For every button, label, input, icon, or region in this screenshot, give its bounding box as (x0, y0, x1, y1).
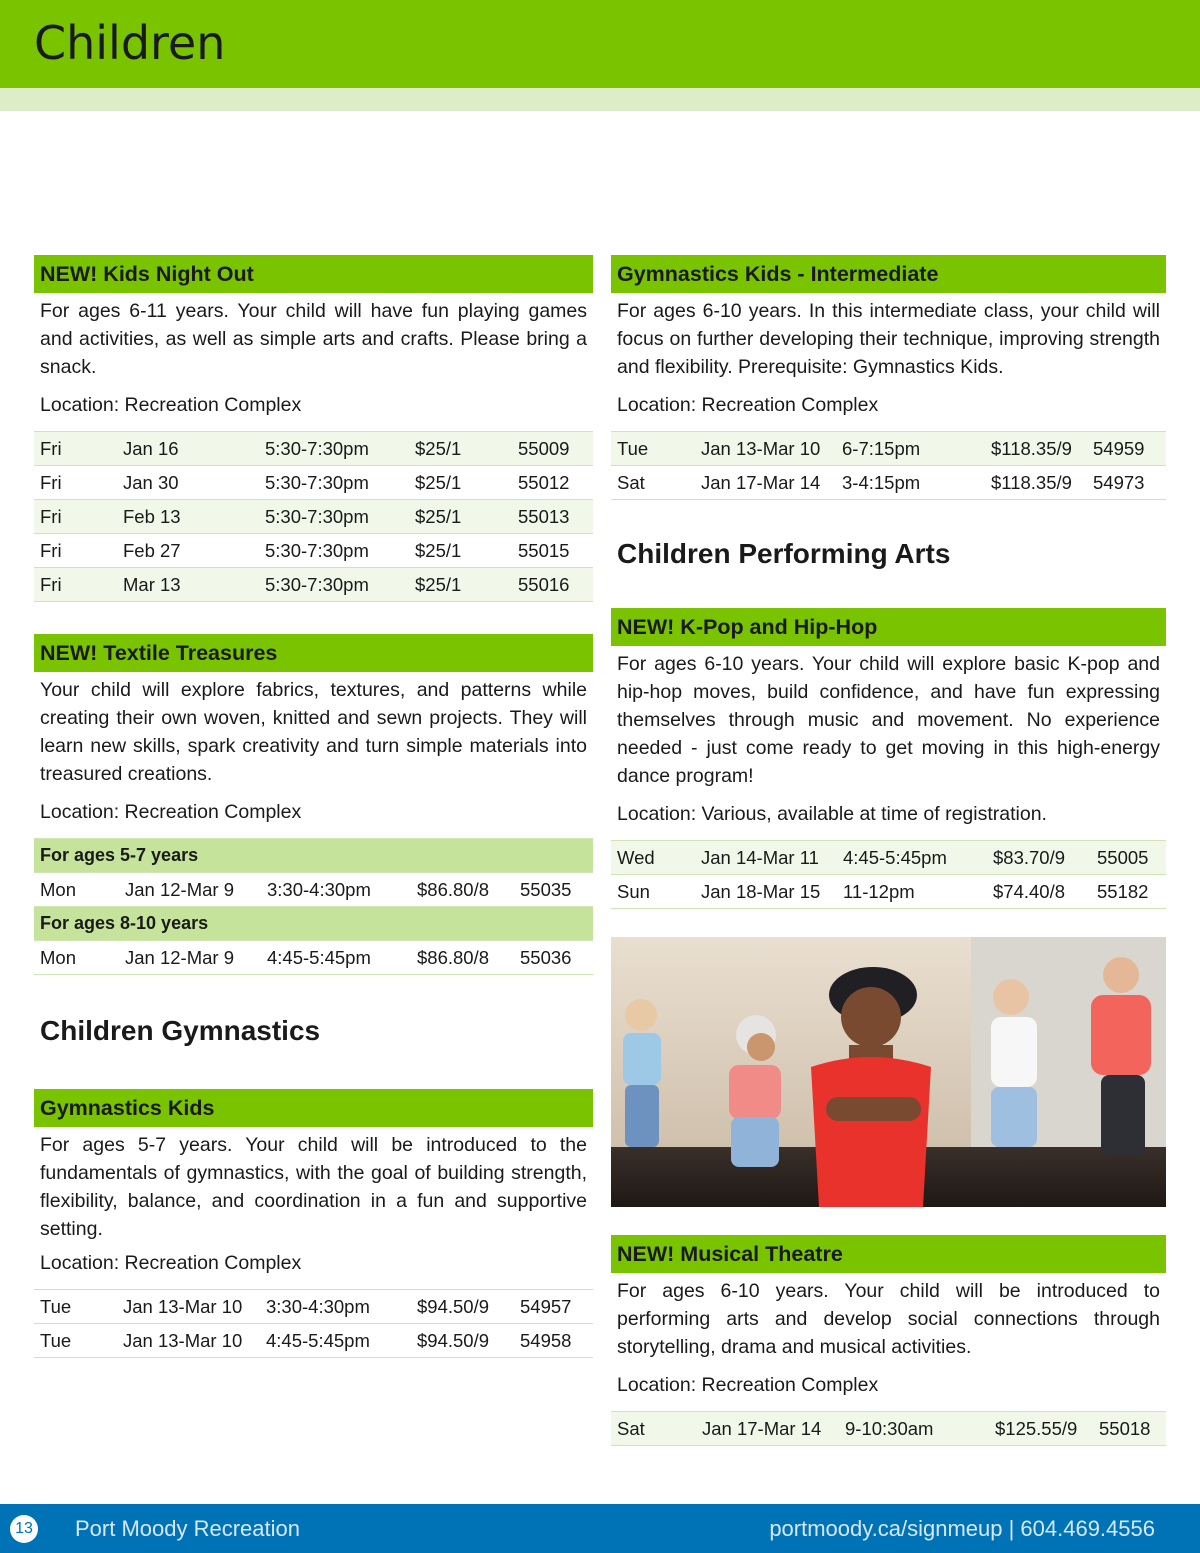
schedule-table (34, 431, 593, 602)
barcode-cell[interactable]: 54973 (1087, 466, 1166, 500)
program-title: NEW! Musical Theatre (611, 1235, 1166, 1273)
day-cell: Fri (34, 432, 117, 466)
fee-cell: $25/1 (409, 500, 512, 534)
date-cell: Jan 13-Mar 10 (117, 1290, 260, 1324)
date-cell: Jan 12-Mar 9 (119, 873, 261, 907)
fee-cell: $25/1 (409, 466, 512, 500)
day-cell: Tue (34, 1324, 117, 1358)
section-title-performing-arts: Children Performing Arts (617, 538, 951, 569)
time-cell: 5:30-7:30pm (259, 466, 409, 500)
day-cell: Sun (611, 875, 695, 909)
time-cell: 4:45-5:45pm (261, 941, 411, 975)
fee-cell: $94.50/9 (411, 1324, 514, 1358)
time-cell: 4:45-5:45pm (260, 1324, 411, 1358)
table-row (34, 1324, 593, 1358)
program-location: Location: Recreation Complex (40, 801, 302, 823)
fee-cell: $94.50/9 (411, 1290, 514, 1324)
barcode-cell[interactable]: 55035 (514, 873, 593, 907)
barcode-cell[interactable]: 55016 (512, 568, 593, 602)
day-cell: Fri (34, 568, 117, 602)
program-description: For ages 6-10 years. Your child will be introduced to performing arts and develop social connections through storytelling, drama and musical activities. (617, 1280, 1160, 1358)
day-cell: Fri (34, 500, 117, 534)
program-title: NEW! K-Pop and Hip-Hop (611, 608, 1166, 646)
program-description: For ages 6-10 years. Your child will explore basic K-pop and hip-hop moves, build confidence, and have fun expressing themselves through music and movement. No experience needed - just come ready to get moving in this high-energy dance program! (617, 653, 1160, 787)
schedule-table (611, 431, 1166, 500)
program-description: Your child will explore fabrics, textures, and patterns while creating their own woven, knitted and sewn projects. They will learn new skills, spark creativity and turn simple materials into treasured creations. (40, 679, 587, 785)
date-cell: Jan 14-Mar 11 (695, 841, 837, 875)
time-cell: 6-7:15pm (836, 432, 985, 466)
page-number: 13 (10, 1515, 38, 1543)
section-title-gymnastics: Children Gymnastics (40, 1015, 321, 1046)
table-row (611, 432, 1166, 466)
program-description: For ages 5-7 years. Your child will be introduced to the fundamentals of gymnastics, with the goal of building strength, flexibility, balance, and coordination in a fun and supportive setting. (40, 1134, 587, 1240)
dance-photo-illustration (611, 937, 1166, 1207)
barcode-cell[interactable]: 55018 (1093, 1412, 1166, 1446)
footer-organization: Port Moody Recreation (75, 1516, 300, 1541)
barcode-cell[interactable]: 55013 (512, 500, 593, 534)
day-cell: Sat (611, 466, 695, 500)
time-cell: 5:30-7:30pm (259, 500, 409, 534)
day-cell: Fri (34, 534, 117, 568)
fee-cell: $25/1 (409, 568, 512, 602)
fee-cell: $118.35/9 (985, 432, 1087, 466)
date-cell: Feb 13 (117, 500, 259, 534)
dance-photo (611, 937, 1166, 1207)
table-row (34, 466, 593, 500)
day-cell: Sat (611, 1412, 696, 1446)
program-location: Location: Recreation Complex (617, 394, 879, 416)
program-musical-theatre (611, 1235, 1166, 1446)
date-cell: Jan 17-Mar 14 (696, 1412, 839, 1446)
program-location: Location: Recreation Complex (617, 1374, 879, 1396)
day-cell: Mon (34, 941, 119, 975)
schedule-table (611, 840, 1166, 909)
table-row (611, 875, 1166, 909)
age-group-label: For ages 8-10 years (34, 907, 593, 941)
date-cell: Jan 17-Mar 14 (695, 466, 836, 500)
date-cell: Jan 12-Mar 9 (119, 941, 261, 975)
schedule-table (34, 838, 593, 975)
day-cell: Mon (34, 873, 119, 907)
time-cell: 3:30-4:30pm (261, 873, 411, 907)
fee-cell: $25/1 (409, 534, 512, 568)
day-cell: Fri (34, 466, 117, 500)
program-textile-treasures (34, 634, 593, 975)
table-row (34, 941, 593, 975)
date-cell: Jan 30 (117, 466, 259, 500)
table-row (34, 568, 593, 602)
barcode-cell[interactable]: 54957 (514, 1290, 593, 1324)
age-group-row (34, 839, 593, 873)
time-cell: 5:30-7:30pm (259, 432, 409, 466)
barcode-cell[interactable]: 55012 (512, 466, 593, 500)
day-cell: Tue (611, 432, 695, 466)
day-cell: Tue (34, 1290, 117, 1324)
date-cell: Jan 16 (117, 432, 259, 466)
program-description: For ages 6-10 years. In this intermediate class, your child will focus on further developing their technique, improving strength and flexibility. Prerequisite: Gymnastics Kids. (617, 300, 1160, 378)
page-title: Children (34, 16, 226, 70)
schedule-table (34, 1289, 593, 1358)
fee-cell: $83.70/9 (987, 841, 1091, 875)
table-row (611, 841, 1166, 875)
page-footer (0, 1504, 1200, 1553)
barcode-cell[interactable]: 55009 (512, 432, 593, 466)
fee-cell: $74.40/8 (987, 875, 1091, 909)
time-cell: 4:45-5:45pm (837, 841, 987, 875)
program-kpop-hiphop (611, 608, 1166, 909)
program-title: Gymnastics Kids - Intermediate (611, 255, 1166, 293)
date-cell: Mar 13 (117, 568, 259, 602)
date-cell: Feb 27 (117, 534, 259, 568)
barcode-cell[interactable]: 55005 (1091, 841, 1166, 875)
program-title: Gymnastics Kids (34, 1089, 593, 1127)
table-row (34, 873, 593, 907)
age-group-row (34, 907, 593, 941)
age-group-label: For ages 5-7 years (34, 839, 593, 873)
right-column (611, 255, 1166, 1446)
program-location: Location: Recreation Complex (40, 1252, 302, 1274)
program-location: Location: Various, available at time of registration. (617, 803, 1047, 825)
program-location: Location: Recreation Complex (40, 394, 302, 416)
table-row (34, 534, 593, 568)
footer-contact-link[interactable]: portmoody.ca/signmeup | 604.469.4556 (769, 1516, 1155, 1541)
fee-cell: $118.35/9 (985, 466, 1087, 500)
time-cell: 3-4:15pm (836, 466, 985, 500)
barcode-cell[interactable]: 55036 (514, 941, 593, 975)
table-row (611, 1412, 1166, 1446)
day-cell: Wed (611, 841, 695, 875)
program-gymnastics-intermediate (611, 255, 1166, 500)
time-cell: 5:30-7:30pm (259, 534, 409, 568)
page-header (0, 0, 1200, 88)
barcode-cell[interactable]: 55015 (512, 534, 593, 568)
fee-cell: $125.55/9 (989, 1412, 1093, 1446)
program-title: NEW! Kids Night Out (34, 255, 593, 293)
table-row (34, 1290, 593, 1324)
time-cell: 11-12pm (837, 875, 987, 909)
table-row (34, 432, 593, 466)
program-kids-night-out (34, 255, 593, 602)
date-cell: Jan 18-Mar 15 (695, 875, 837, 909)
date-cell: Jan 13-Mar 10 (695, 432, 836, 466)
schedule-table (611, 1411, 1166, 1446)
time-cell: 5:30-7:30pm (259, 568, 409, 602)
time-cell: 9-10:30am (839, 1412, 989, 1446)
program-title: NEW! Textile Treasures (34, 634, 593, 672)
left-column (34, 255, 593, 1358)
barcode-cell[interactable]: 54958 (514, 1324, 593, 1358)
fee-cell: $86.80/8 (411, 873, 514, 907)
program-gymnastics-kids (34, 1089, 593, 1358)
header-band (0, 88, 1200, 111)
time-cell: 3:30-4:30pm (260, 1290, 411, 1324)
barcode-cell[interactable]: 54959 (1087, 432, 1166, 466)
fee-cell: $25/1 (409, 432, 512, 466)
fee-cell: $86.80/8 (411, 941, 514, 975)
barcode-cell[interactable]: 55182 (1091, 875, 1166, 909)
program-description: For ages 6-11 years. Your child will have fun playing games and activities, as well as simple arts and crafts. Please bring a snack. (40, 300, 587, 378)
table-row (34, 500, 593, 534)
table-row (611, 466, 1166, 500)
date-cell: Jan 13-Mar 10 (117, 1324, 260, 1358)
